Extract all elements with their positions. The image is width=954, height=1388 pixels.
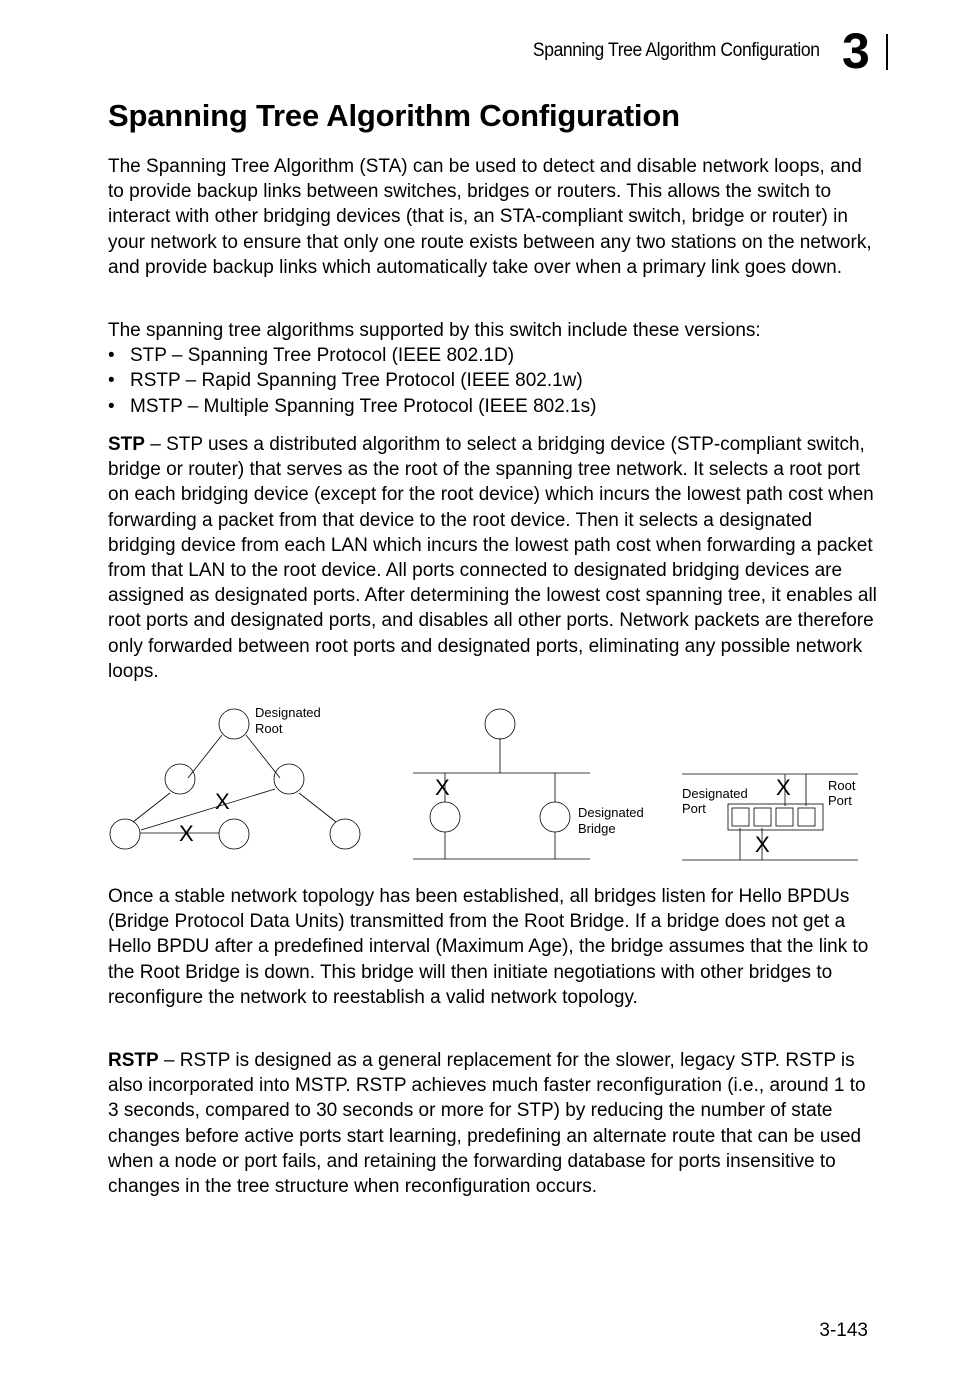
rstp-text: – RSTP is designed as a general replacement for the slower, legacy STP. RSTP is also incorporated into MSTP. RSTP achieves much faster reconfiguration (i.e., around 1 to 3 seconds, compared to 30 seconds or more for STP) by reducing the number of state changes before active ports start learning, predefining an alternate route that can be used when a node or port fails, and retaining the forwarding database for ports insensitive to changes in the tree structure when reconfiguration occurs.: [108, 1050, 866, 1198]
stp-section: [108, 432, 878, 684]
blocked-link-mark: X: [179, 821, 194, 846]
rstp-term: RSTP: [108, 1050, 159, 1071]
chapter-divider: [886, 34, 888, 70]
hello-section: [108, 884, 878, 1010]
mesh-link: [141, 789, 275, 830]
hello-paragraph: Once a stable network topology has been established, all bridges listen for Hello BPDUs (Bridge Protocol Data Units) transmitted from the Root Bridge. If a bridge does not get a Hello BPDU after a predefined interval (Maximum Age), the bridge assumes that the link to the Root Bridge is down. This bridge will then initiate negotiations with other bridges to reconfigure the network to reestablish a valid network topology.: [108, 886, 869, 1008]
port-box: [732, 808, 749, 826]
designated-port-label-line1: Designated: [682, 786, 748, 801]
page-title: Spanning Tree Algorithm Configuration: [108, 98, 680, 133]
blocked-link-mark: X: [215, 789, 230, 814]
list-item: • RSTP – Rapid Spanning Tree Protocol (IEEE 802.1w): [108, 368, 878, 393]
stp-paragraph: [108, 432, 878, 684]
chapter-number: 3: [842, 23, 870, 79]
running-title: Spanning Tree Algorithm Configuration: [533, 40, 820, 61]
root-port-label-line2: Port: [828, 793, 852, 808]
stp-term: STP: [108, 434, 145, 455]
blocked-link-mark: X: [435, 775, 450, 800]
designated-bridge-label-line1: Designated: [578, 805, 644, 820]
rstp-section: [108, 1048, 878, 1199]
versions-intro: The spanning tree algorithms supported by this switch include these versions:: [108, 320, 761, 341]
bridge-node: [330, 819, 360, 849]
mesh-link: [133, 793, 170, 822]
designated-root-node: [219, 709, 249, 739]
versions-list: [108, 343, 878, 419]
rstp-paragraph: [108, 1048, 878, 1199]
versions-section: [108, 318, 878, 419]
port-box: [798, 808, 815, 826]
list-item: • STP – Spanning Tree Protocol (IEEE 802.1D): [108, 343, 878, 368]
bridge-node: [165, 764, 195, 794]
stp-diagram: [100, 700, 870, 870]
bridge-node: [219, 819, 249, 849]
intro-paragraph: The Spanning Tree Algorithm (STA) can be used to detect and disable network loops, and to provide backup links between switches, bridges or routers. This allows the switch to interact with other bridging devices (that is, an STA-compliant switch, bridge or router) in your network to ensure that only one route exists between any two stations on the network, and provide backup links which automatically take over when a primary link goes down.: [108, 156, 872, 278]
list-item: • MSTP – Multiple Spanning Tree Protocol (IEEE 802.1s): [108, 394, 878, 419]
port-box: [754, 808, 771, 826]
designated-root-label-line2: Root: [255, 721, 283, 736]
designated-root-label-line1: Designated: [255, 705, 321, 720]
stp-text: – STP uses a distributed algorithm to select a bridging device (STP-compliant switch, bridge or router) that serves as the root of the spanning tree network. It selects a root port on each bridging device (except for the root device) which incurs the lowest path cost when forwarding a packet from that device to the root device. Then it selects a designated bridging device from each LAN which incurs the lowest path cost when forwarding a packet from that LAN to the root device. All ports connected to designated bridging devices are assigned as designated ports. After determining the lowest cost spanning tree, it enables all root ports and designated ports, and disables all other ports. Network packets are therefore only forwarded between root ports and designated ports, eliminating any possible network loops.: [108, 434, 877, 682]
root-port-label-line1: Root: [828, 778, 856, 793]
blocked-port-mark: X: [755, 832, 770, 857]
designated-bridge-label-line2: Bridge: [578, 821, 616, 836]
mesh-link: [299, 793, 336, 822]
bridge-node: [274, 764, 304, 794]
page-number: 3-143: [819, 1320, 868, 1341]
root-bridge-node: [485, 709, 515, 739]
mesh-link: [246, 735, 280, 778]
bridge-node: [430, 802, 460, 832]
port-box: [776, 808, 793, 826]
blocked-port-mark: X: [776, 775, 791, 800]
intro-section: [108, 154, 878, 280]
stp-figure: [100, 700, 870, 870]
designated-port-label-line2: Port: [682, 801, 706, 816]
bridge-node: [110, 819, 140, 849]
designated-bridge-node: [540, 802, 570, 832]
